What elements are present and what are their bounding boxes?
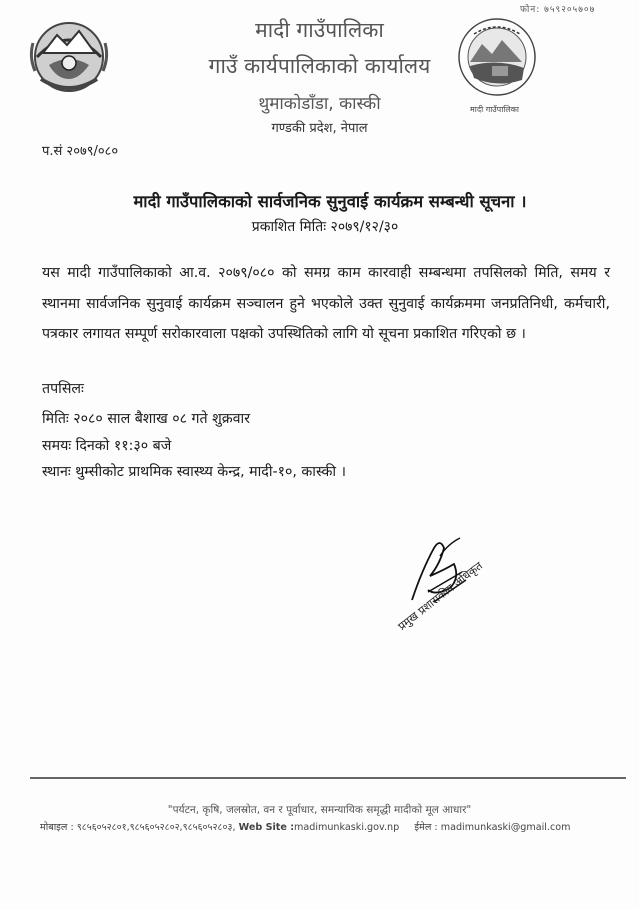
reference-number: प.सं २०७९/०८० — [42, 144, 119, 159]
notice-body: यस मादी गाउँपालिकाको आ.व. २०७९/०८० को समग्र काम कारवाही सम्बन्धमा तपसिलको मिति, समय र स्थानमा सार्वजनिक सुनुवाई कार्यक्रम सञ्चालन हुने भएकोले उक्त सुनुवाई कार्यक्रममा जनप्रतिनिधी, कर्मचारी, पत्रकार लगायत सम्पूर्ण सरोकारवाला पक्षको उपस्थितिको लागि यो सूचना प्रकाशित गरिएको छ । — [42, 265, 610, 342]
footer-website[interactable]: madimunkaski.gov.np — [294, 822, 400, 833]
footer-website-label: Web Site : — [238, 822, 295, 833]
top-right-text: फोन: ७५९२०५७०७ — [520, 5, 596, 15]
nepal-emblem-logo — [27, 13, 111, 97]
footer-phones: मोबाइल : ९८५६०५२८०१,९८५६०५२८०२,९८५६०५२८०३ — [40, 822, 233, 833]
footer-email-label: ईमेल : — [414, 822, 438, 833]
footer-slogan: "पर्यटन, कृषि, जलस्रोत, वन र पूर्वाधार, समन्यायिक समृद्धी मादीको मूल आधार" — [167, 804, 472, 816]
municipality-logo-caption: मादी गाउँपालिका — [470, 105, 520, 114]
office-address: थुमाकोडाँडा, कास्की — [258, 94, 381, 114]
details-heading: तपसिलः — [42, 381, 84, 397]
signatory-title: प्रमुख प्रशासकीय अधिकृत — [395, 559, 485, 634]
province-name: गण्डकी प्रदेश, नेपाल — [271, 121, 368, 136]
footer-divider — [30, 777, 626, 779]
published-date: प्रकाशित मितिः २०७९/१२/३० — [251, 219, 399, 235]
footer-email[interactable]: madimunkaski@gmail.com — [440, 822, 571, 833]
municipality-name: मादी गाउँपालिका — [255, 18, 384, 42]
notice-title: मादी गाउँपालिकाको सार्वजनिक सुनुवाई कार्यक्रम सम्बन्धी सूचना । — [133, 192, 527, 211]
event-venue: स्थानः थुम्सीकोट प्राथमिक स्वास्थ्य केन्द्र, मादी-१०, कास्की । — [42, 464, 346, 480]
event-time: समयः दिनको ११:३० बजे — [42, 438, 172, 454]
footer-contact: मोबाइल : ९८५६०५२८०१,९८५६०५२८०२,९८५६०५२८०३, Web Site :madimunkaski.gov.np ईमेल : madimunkaski@gmail.com — [40, 822, 571, 833]
office-name: गाउँ कार्यपालिकाको कार्यालय — [208, 54, 431, 78]
event-date: मितिः २०८० साल बैशाख ०८ गते शुक्रवार — [42, 411, 251, 427]
